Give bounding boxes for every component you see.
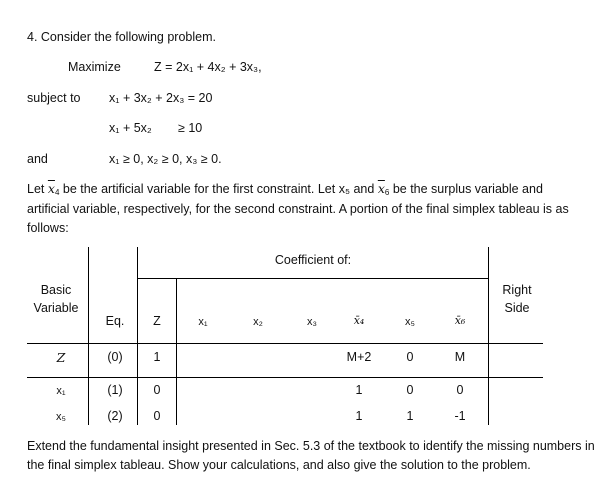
task-line-2: the final simplex tableau. Show your calculations, and also give the solution to the problem. bbox=[27, 458, 531, 472]
row2-x5: 1 bbox=[406, 409, 414, 423]
col-header-x2: x₂ bbox=[253, 316, 263, 328]
grid-hline-header bbox=[27, 343, 543, 344]
maximize-label: Maximize bbox=[68, 60, 121, 74]
row2-basic: x₅ bbox=[56, 411, 66, 423]
row0-x6: M bbox=[454, 350, 466, 364]
grid-vline-coeff bbox=[488, 247, 489, 425]
para1-part-b: be the artificial variable for the first constraint. Let x₅ and bbox=[62, 182, 375, 196]
row0-basic: Z bbox=[56, 350, 66, 365]
problem-heading: 4. Consider the following problem. bbox=[27, 30, 216, 44]
grid-hline-row0 bbox=[27, 377, 543, 378]
paragraph-line-1 bbox=[27, 178, 543, 200]
col-header-x3: x₃ bbox=[307, 316, 317, 328]
para1-part-a: Let bbox=[27, 182, 45, 196]
grid-vline-basic bbox=[88, 247, 89, 425]
x6-symbol: $\overline{x}$ bbox=[377, 181, 385, 196]
col-header-x4: x̄₄ bbox=[353, 314, 365, 327]
col-header-z: Z bbox=[153, 314, 161, 328]
col-header-x6: x̄₆ bbox=[454, 314, 466, 327]
row2-eq: (2) bbox=[107, 409, 123, 423]
row2-x6: -1 bbox=[454, 409, 466, 423]
row1-x5: 0 bbox=[406, 383, 414, 397]
coefficient-header: Coefficient of: bbox=[274, 253, 352, 267]
row2-x4: 1 bbox=[355, 409, 363, 423]
constraint-2-rhs: ≥ 10 bbox=[178, 121, 203, 135]
row0-eq: (0) bbox=[107, 350, 123, 364]
and-label: and bbox=[27, 152, 48, 166]
task-line-1: Extend the fundamental insight presented in Sec. 5.3 of the textbook to identify the missing numbers in bbox=[27, 439, 595, 453]
eq-header: Eq. bbox=[105, 314, 125, 328]
constraint-2-lhs: x₁ + 5x₂ bbox=[109, 121, 152, 135]
paragraph-line-3: follows: bbox=[27, 221, 69, 235]
objective-function: Z = 2x₁ + 4x₂ + 3x₃, bbox=[154, 60, 262, 74]
right-header: Right bbox=[502, 283, 532, 297]
side-header: Side bbox=[504, 301, 530, 315]
artificial-var-x6 bbox=[378, 182, 390, 196]
subject-to-label: subject to bbox=[27, 91, 81, 105]
row0-x4: M+2 bbox=[346, 350, 372, 364]
x4-symbol: $\overline{x}$ bbox=[47, 181, 55, 196]
variable-header: Variable bbox=[33, 301, 79, 315]
row1-basic: x₁ bbox=[56, 385, 66, 397]
row1-z: 0 bbox=[153, 383, 161, 397]
artificial-var-x4 bbox=[48, 182, 60, 196]
row0-z: 1 bbox=[153, 350, 161, 364]
row0-x5: 0 bbox=[406, 350, 414, 364]
grid-hline-coeff bbox=[137, 278, 488, 279]
constraint-1: x₁ + 3x₂ + 2x₃ = 20 bbox=[109, 91, 213, 105]
x6-subscript: 6 bbox=[384, 188, 390, 197]
col-header-x1: x₁ bbox=[198, 316, 208, 328]
col-header-x5: x₅ bbox=[405, 316, 415, 328]
row2-z: 0 bbox=[153, 409, 161, 423]
row1-x4: 1 bbox=[355, 383, 363, 397]
nonnegativity-constraints: x₁ ≥ 0, x₂ ≥ 0, x₃ ≥ 0. bbox=[109, 152, 222, 166]
grid-vline-z bbox=[176, 278, 177, 425]
grid-vline-eq bbox=[137, 247, 138, 425]
x4-subscript: 4 bbox=[54, 188, 60, 197]
row1-x6: 0 bbox=[456, 383, 464, 397]
row1-eq: (1) bbox=[107, 383, 123, 397]
paragraph-line-2: artificial variable, respectively, for the second constraint. A portion of the final simplex tableau is as bbox=[27, 202, 569, 216]
basic-header: Basic bbox=[40, 283, 72, 297]
para1-part-c: be the surplus variable and bbox=[392, 182, 543, 196]
